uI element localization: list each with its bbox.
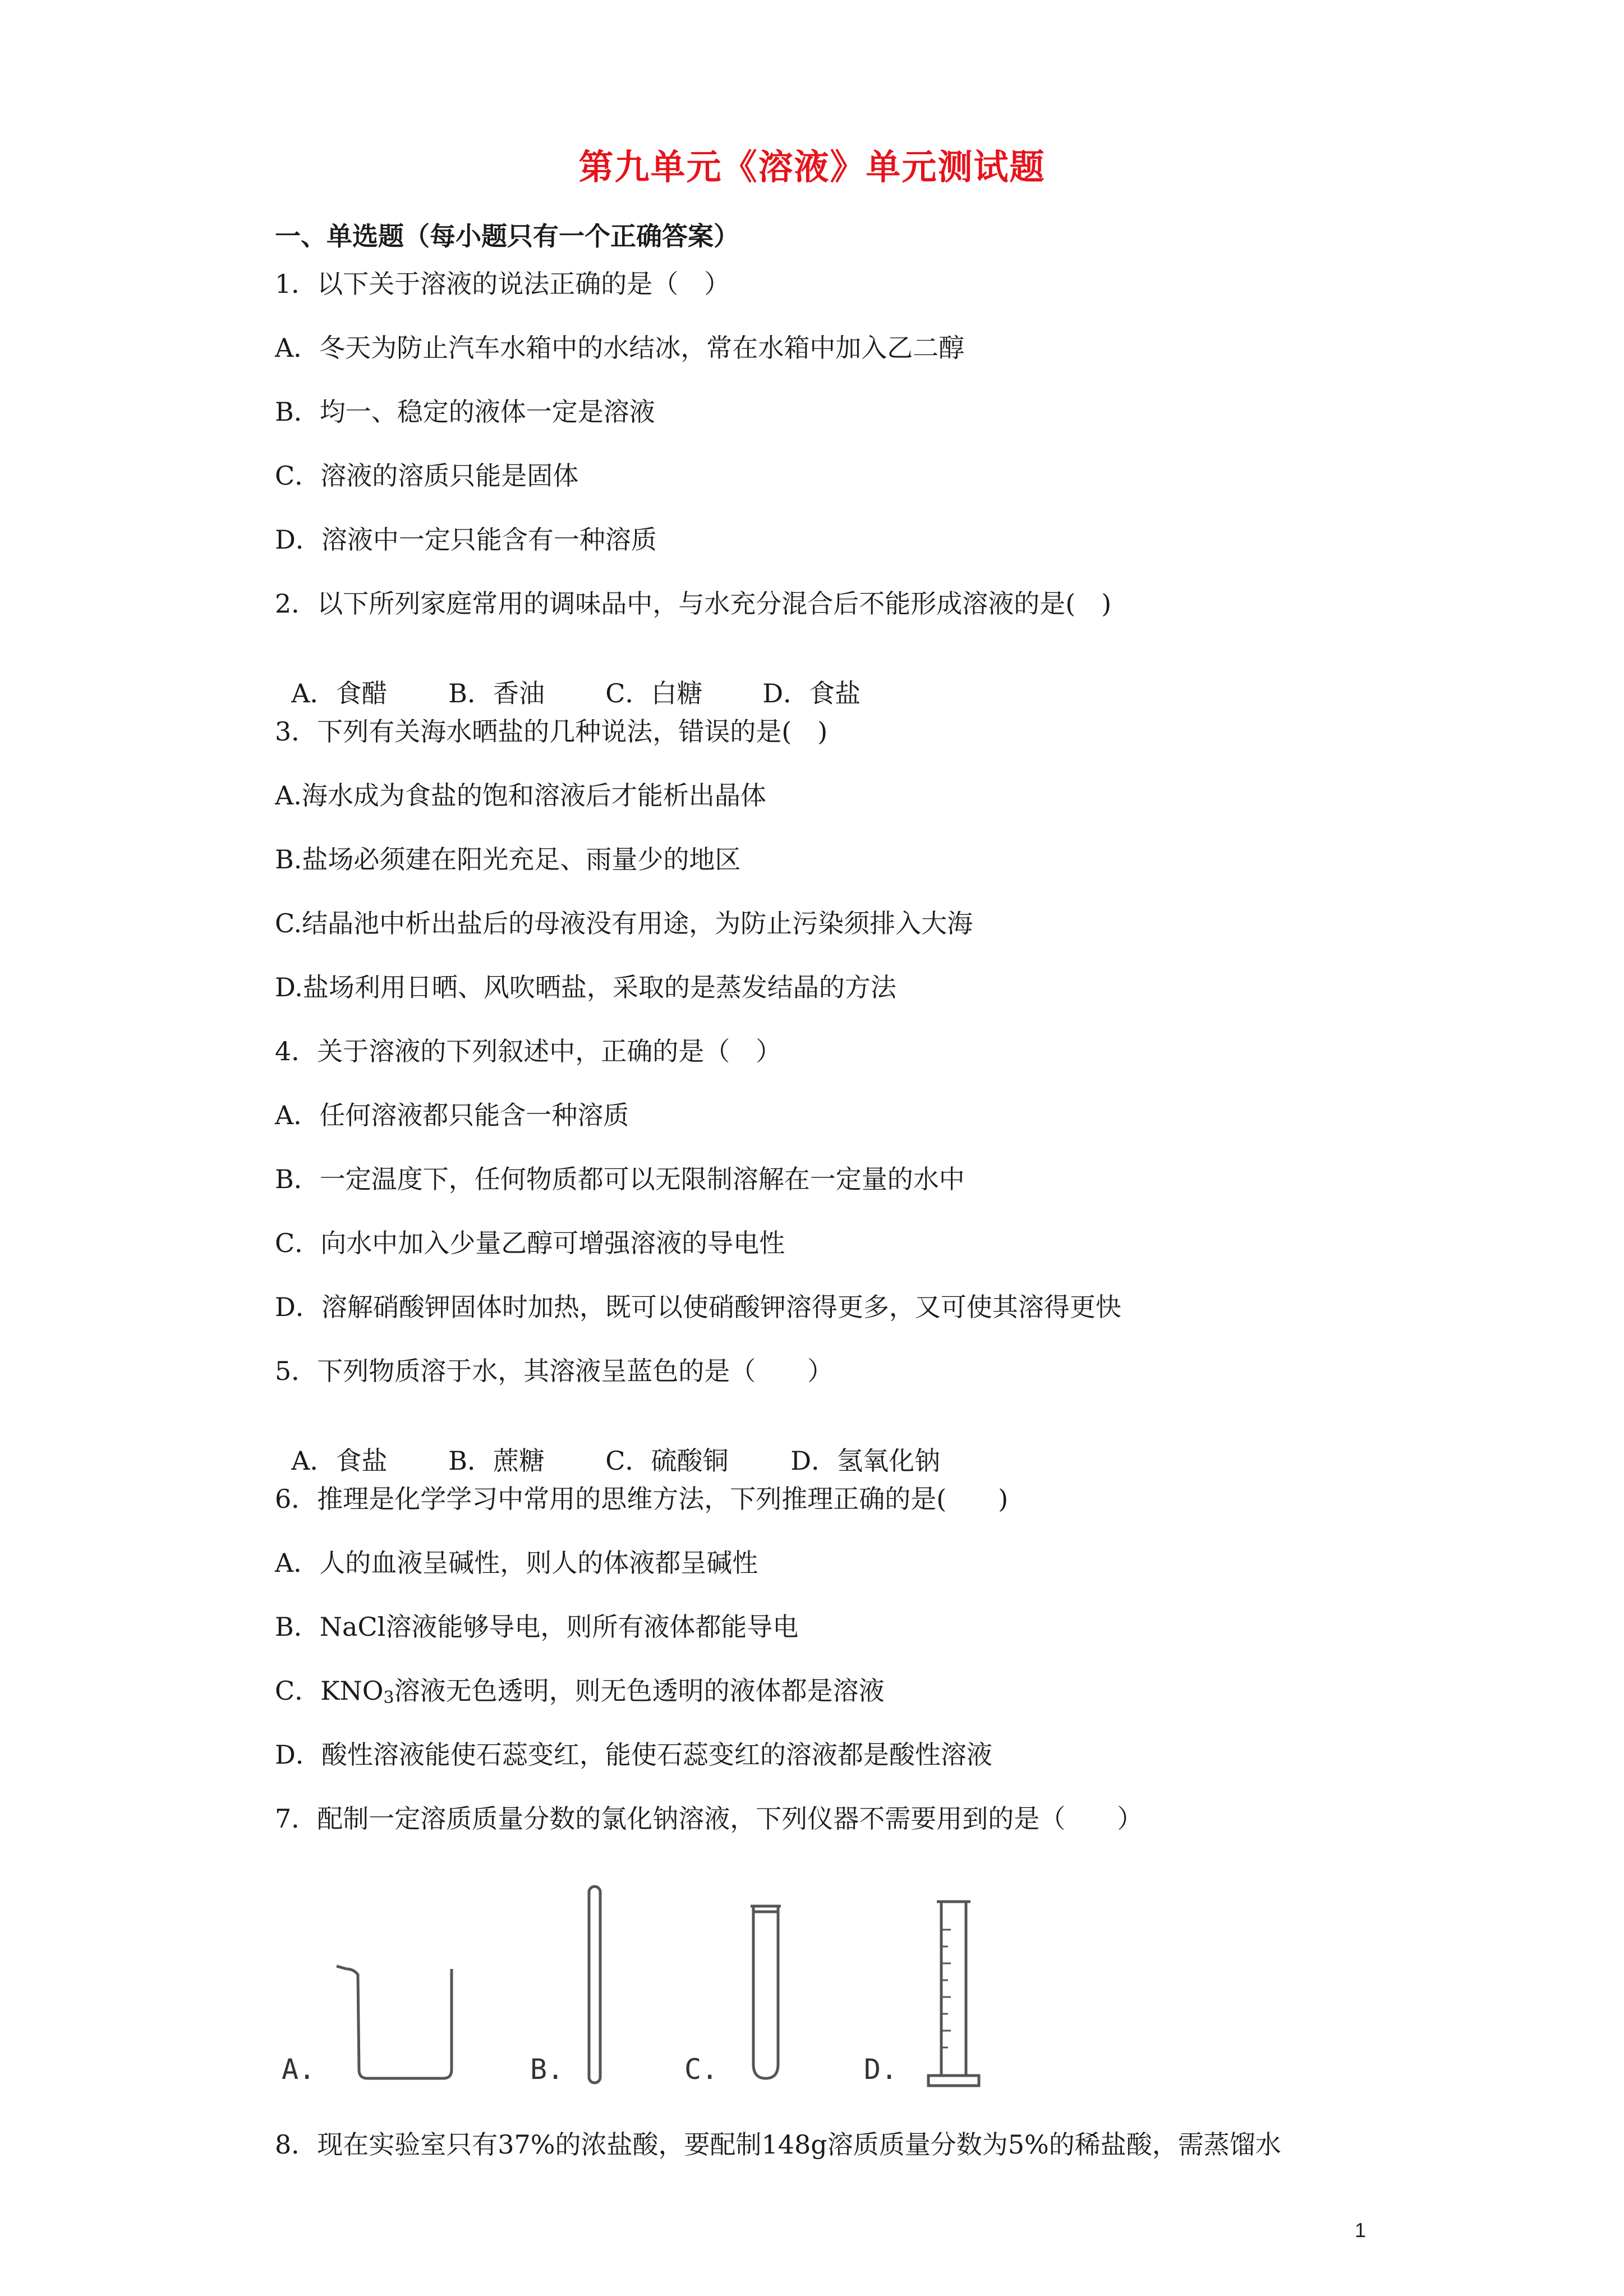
question-3-stem: 3．下列有关海水晒盐的几种说法，错误的是( ) — [275, 716, 828, 747]
question-3-option-a: A.海水成为食盐的饱和溶液后才能析出晶体 — [275, 780, 766, 811]
figure-label-b: B. — [530, 2053, 564, 2086]
question-6-option-c — [275, 1678, 885, 1706]
question-6-option-c-subscript: 3 — [383, 1688, 394, 1708]
question-5-option-a: A．食盐 — [291, 1446, 388, 1476]
question-6-option-d: D．酸性溶液能使石蕊变红，能使石蕊变红的溶液都是酸性溶液 — [275, 1740, 992, 1770]
question-3-option-d: D.盐场利用日晒、风吹晒盐，采取的是蒸发结晶的方法 — [275, 972, 896, 1002]
section-heading: 一、单选题（每小题只有一个正确答案） — [275, 221, 739, 251]
question-1-stem: 1．以下关于溶液的说法正确的是（ ） — [275, 269, 730, 299]
question-8-stem: 8．现在实验室只有37%的浓盐酸，要配制148g溶质质量分数为5%的稀盐酸，需蒸馏水 — [275, 2129, 1281, 2160]
question-6-stem: 6．推理是化学学习中常用的思维方法，下列推理正确的是( ) — [275, 1484, 1009, 1514]
question-6-option-c-prefix: C．KNO — [275, 1676, 384, 1706]
question-2-option-a: A．食醋 — [291, 678, 388, 708]
figure-label-a: A. — [282, 2053, 316, 2086]
question-2-option-d: D．食盐 — [762, 678, 861, 708]
graduated-cylinder-icon — [928, 1902, 979, 2086]
question-5-stem: 5．下列物质溶于水，其溶液呈蓝色的是（ ） — [275, 1356, 834, 1386]
beaker-icon — [337, 1966, 452, 2078]
question-3-option-c: C.结晶池中析出盐后的母液没有用途，为防止污染须排入大海 — [275, 908, 973, 938]
question-4-option-c: C．向水中加入少量乙醇可增强溶液的导电性 — [275, 1228, 785, 1258]
question-1-option-b: B．均一、稳定的液体一定是溶液 — [275, 397, 655, 427]
question-5-option-c: C．硫酸铜 — [605, 1446, 729, 1476]
question-5-options — [275, 1422, 940, 1474]
page-number: 1 — [1354, 2219, 1366, 2242]
question-2-option-c: C．白糖 — [605, 678, 703, 708]
question-7-stem: 7．配制一定溶质质量分数的氯化钠溶液，下列仪器不需要用到的是（ ） — [275, 1803, 1143, 1834]
question-3-option-b: B.盐场必须建在阳光充足、雨量少的地区 — [275, 844, 741, 875]
question-2-option-b: B．香油 — [448, 678, 545, 708]
question-1-option-c: C．溶液的溶质只能是固体 — [275, 461, 579, 491]
question-4-option-d: D．溶解硝酸钾固体时加热，既可以使硝酸钾溶得更多，又可使其溶得更快 — [275, 1292, 1121, 1322]
question-6-option-b: B．NaCl溶液能够导电，则所有液体都能导电 — [275, 1612, 799, 1642]
test-tube-icon — [751, 1906, 781, 2078]
question-2-options — [275, 655, 861, 706]
question-6-option-c-suffix: 溶液无色透明，则无色透明的液体都是溶液 — [394, 1676, 885, 1706]
glass-rod-icon — [589, 1887, 600, 2083]
figure-label-c: C. — [684, 2053, 719, 2086]
question-4-stem: 4．关于溶液的下列叙述中，正确的是（ ） — [275, 1036, 782, 1066]
question-1-option-d: D．溶液中一定只能含有一种溶质 — [275, 524, 657, 555]
figure-label-d: D. — [864, 2053, 898, 2086]
question-1-option-a: A．冬天为防止汽车水箱中的水结冰，常在水箱中加入乙二醇 — [275, 333, 965, 363]
question-4-option-a: A．任何溶液都只能含一种溶质 — [275, 1100, 629, 1130]
question-5-option-d: D．氢氧化钠 — [790, 1446, 941, 1476]
question-4-option-b: B．一定温度下，任何物质都可以无限制溶解在一定量的水中 — [275, 1164, 965, 1194]
question-2-stem: 2．以下所列家庭常用的调味品中，与水充分混合后不能形成溶液的是( ) — [275, 588, 1112, 619]
page-title: 第九单元《溶液》单元测试题 — [578, 146, 1046, 187]
question-5-option-b: B．蔗糖 — [448, 1446, 545, 1476]
question-7-figure — [275, 1885, 1004, 2098]
question-6-option-a: A．人的血液呈碱性，则人的体液都呈碱性 — [275, 1548, 758, 1578]
